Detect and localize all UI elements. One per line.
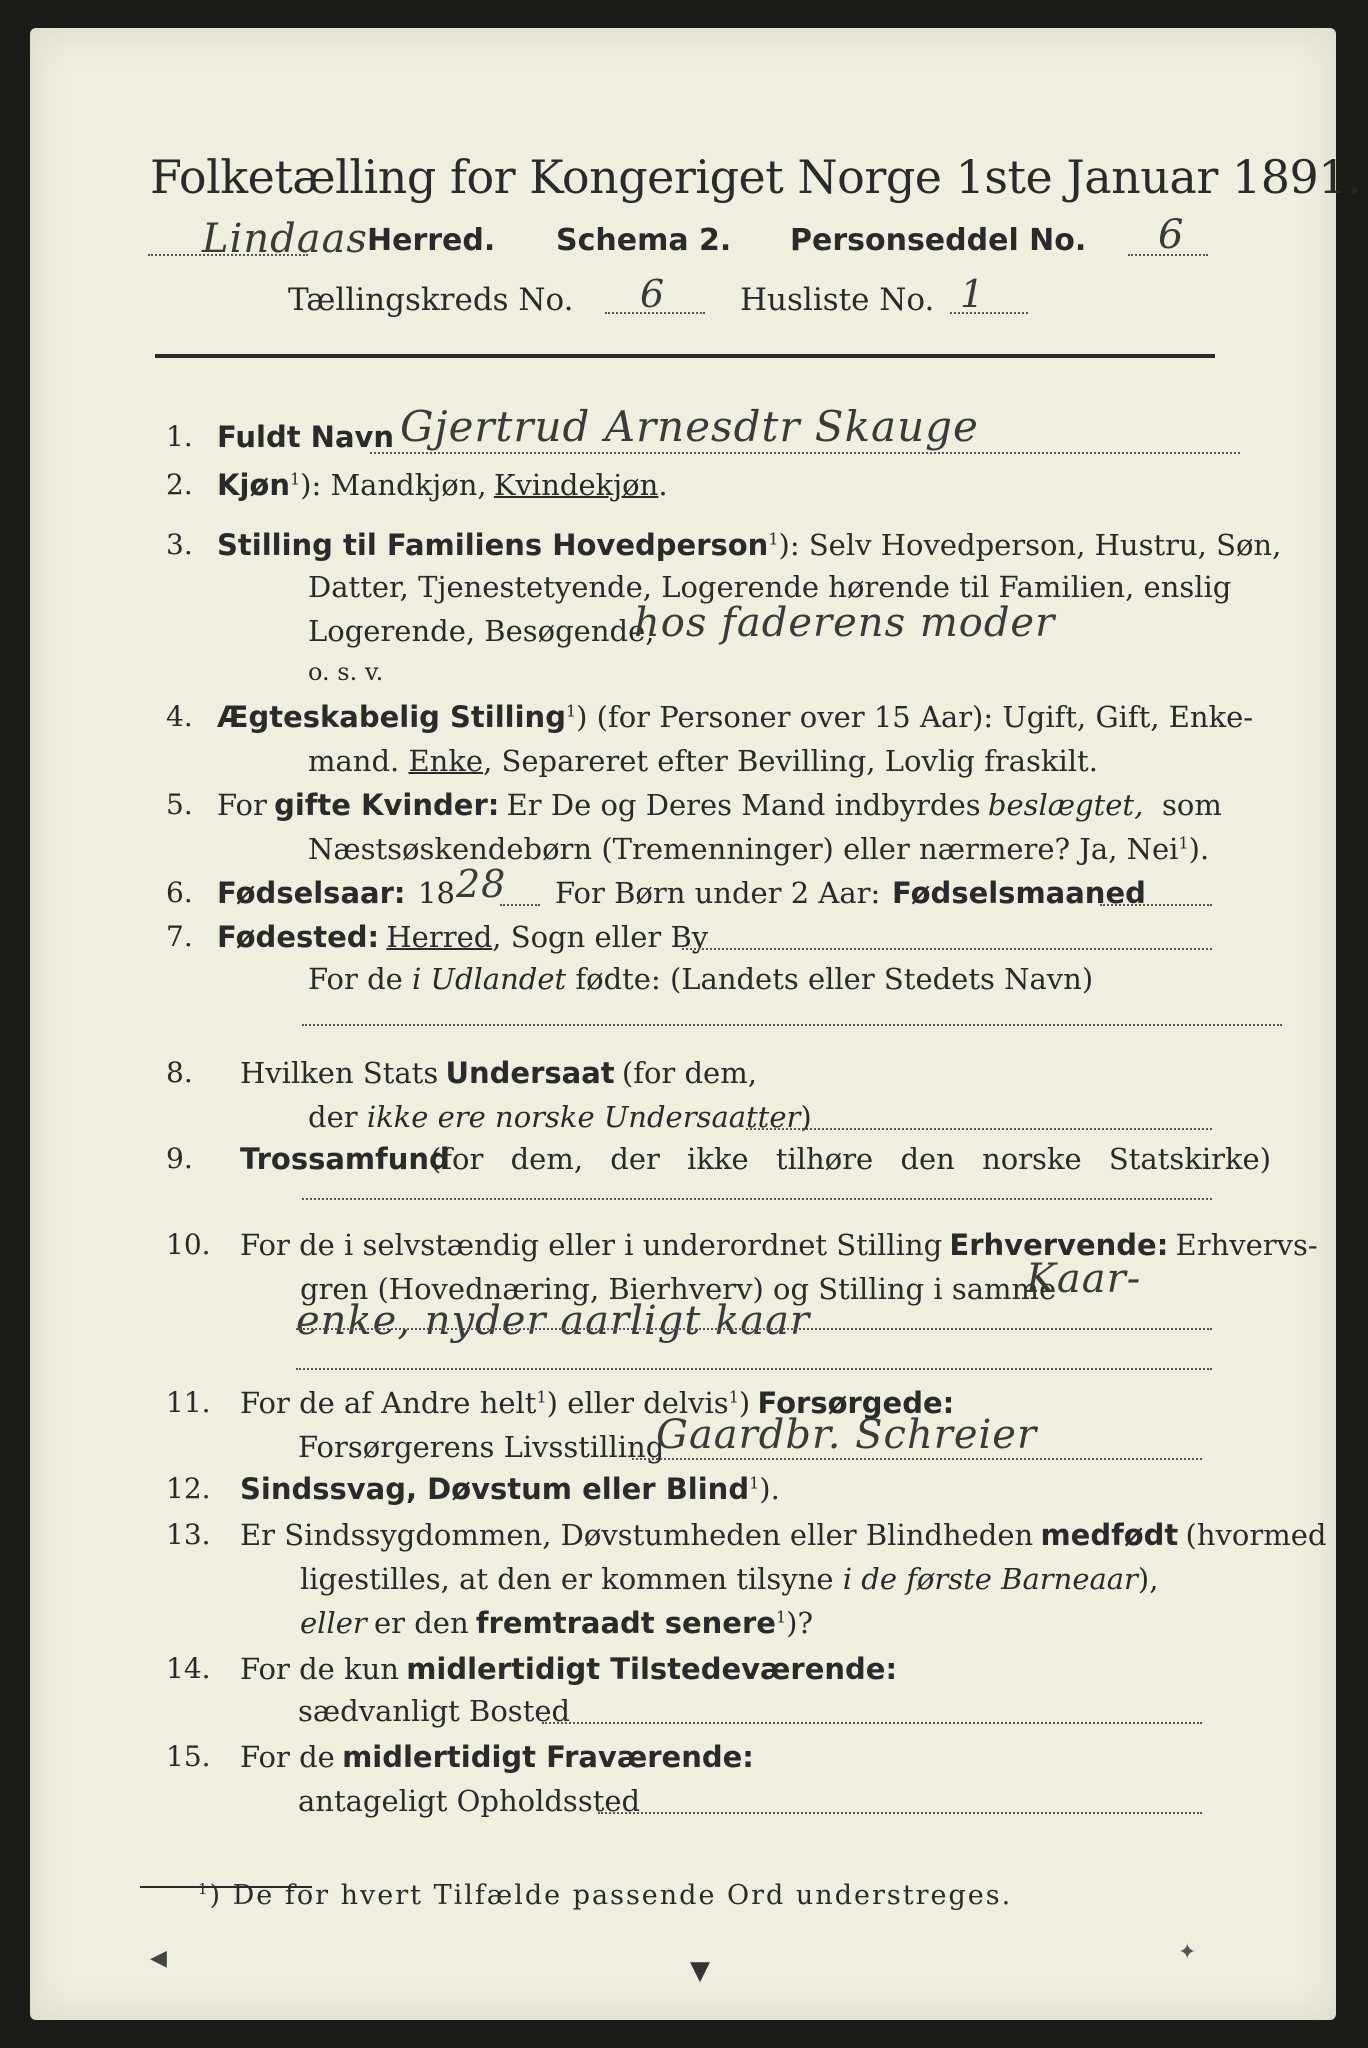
marital-line1 (217, 700, 1253, 735)
item-number: 14. (166, 1652, 211, 1685)
birthplace-line1 (217, 920, 708, 955)
full-name-answer: Gjertrud Arnesdtr Skauge (400, 402, 979, 451)
congenital-tail: (hvormed (1185, 1518, 1327, 1552)
birth-month-label: Fødselsmaaned (892, 876, 1146, 910)
citizenship-line1 (240, 1056, 757, 1091)
citizenship-text: (for dem, (621, 1056, 757, 1090)
birthplace-options: , Sogn eller By (492, 920, 709, 954)
family-position-line3: Logerende, Besøgende, (308, 614, 655, 648)
birthplace-abroad: Udlandet (430, 962, 567, 996)
item-number: 15. (166, 1740, 211, 1773)
citizenship-label: Undersaat (445, 1056, 615, 1090)
birthplace-label: Fødested: (217, 920, 380, 954)
congenital-line2 (300, 1562, 1158, 1596)
family-position-line1 (217, 528, 1281, 563)
item-number: 11. (166, 1386, 211, 1419)
marital-label: Ægteskabelig Stilling (217, 700, 566, 734)
item-number: 10. (166, 1228, 211, 1261)
full-name-label: Fuldt Navn (217, 420, 395, 454)
occupation-label: Erhvervende: (949, 1228, 1169, 1262)
birth-month-text: For Børn under 2 Aar: (555, 876, 881, 910)
family-position-options: ): Selv Hovedperson, Hustru, Søn, (778, 528, 1282, 562)
supporter-occupation-label: Forsørgerens Livsstilling (298, 1430, 665, 1464)
birthplace-herred-underlined: Herred (386, 920, 493, 954)
dotted-leader (500, 904, 540, 906)
husliste-number: 1 (960, 272, 986, 316)
married-women-line1 (217, 788, 1143, 823)
occupation-pre: For de i selvstændig eller i underordnet Stilling (240, 1228, 943, 1262)
printer-mark-right: ✦ (1178, 1940, 1197, 1965)
family-position-label: Stilling til Familiens Hovedperson (217, 528, 769, 562)
congenital-question: )? (786, 1606, 814, 1640)
citizenship-der: der (308, 1100, 358, 1134)
married-women-label: gifte Kvinder: (274, 788, 500, 822)
kreds-number: 6 (640, 272, 666, 316)
congenital-text: ligestilles, at den er kommen tilsyne (300, 1562, 834, 1596)
birthplace-for-de: For de (308, 962, 403, 996)
item-number: 13. (166, 1518, 211, 1551)
dotted-leader (682, 948, 1212, 950)
gender-line (217, 468, 668, 503)
birth-year-answer: 28 (456, 862, 507, 906)
footnote-ref: 1 (768, 529, 779, 549)
footnote-ref: 1 (1178, 833, 1189, 853)
family-position-line2: Datter, Tjenestetyende, Logerende hørende til Familien, enslig (308, 570, 1232, 604)
item-number: 3. (166, 528, 193, 561)
occupation-answer-1: Kaar- (1026, 1256, 1142, 1302)
family-position-answer: hos faderens moder (634, 600, 1056, 646)
congenital-eller: eller (300, 1606, 367, 1640)
married-women-som: som (1162, 788, 1222, 822)
citizenship-line2 (308, 1100, 812, 1134)
congenital-label: medfødt (1040, 1518, 1179, 1552)
form-title: Folketælling for Kongeriget Norge 1ste Januar 1891. (150, 150, 1362, 204)
census-form-paper (30, 28, 1362, 2020)
gender-text: ): Mandkjøn, (300, 468, 487, 502)
birth-year-prefix: 18 (418, 876, 455, 910)
dotted-leader (296, 1368, 1212, 1370)
gender-tail: . (658, 468, 668, 502)
temporary-absent-pre: For de (240, 1740, 335, 1774)
marital-options: ) (for Personer over 15 Aar): Ugift, Gift, Enke- (576, 700, 1254, 734)
printer-mark-center: ▼ (690, 1956, 710, 1986)
disability-line (240, 1472, 780, 1507)
congenital-er-den: er den (374, 1606, 469, 1640)
religion-label: Trossamfund (240, 1142, 450, 1176)
item-number: 1. (166, 420, 193, 453)
congenital-italic: i de første Barneaar (842, 1562, 1138, 1596)
footnote (198, 1880, 1012, 1911)
footnote-ref: 1 (289, 469, 301, 489)
marital-widow-underlined: Enke (408, 744, 484, 778)
married-women-pre: For (217, 788, 267, 822)
husliste-label: Husliste No. (740, 282, 935, 318)
occupation-line2: gren (Hovednæring, Bierhverv) og Stilling i samme (300, 1272, 1057, 1306)
dotted-leader (302, 1198, 1212, 1200)
dotted-leader (296, 1328, 1212, 1330)
disability-tail: ). (759, 1472, 780, 1506)
herred-handwritten: Lindaas (202, 216, 368, 262)
dotted-leader (542, 1722, 1202, 1724)
birthplace-line2 (308, 962, 1093, 996)
personseddel-label: Personseddel No. (790, 223, 1087, 258)
temporary-present-pre: For de kun (240, 1652, 399, 1686)
married-women-line2 (308, 832, 1209, 866)
family-position-osv: o. s. v. (308, 658, 384, 686)
kreds-label: Tællingskreds No. (288, 282, 574, 318)
footnote-ref: 1 (749, 1473, 760, 1493)
dotted-leader (632, 1458, 1202, 1460)
birthplace-abroad-text: fødte: (Landets eller Stedets Navn) (575, 962, 1094, 996)
item-number: 12. (166, 1472, 211, 1505)
item-number: 4. (166, 700, 193, 733)
footnote-ref: 1 (536, 1387, 547, 1407)
occupation-tail: Erhvervs- (1175, 1228, 1318, 1262)
marital-line2 (308, 744, 1098, 778)
supporter-occupation-answer: Gaardbr. Schreier (656, 1412, 1038, 1458)
footnote-ref: 1 (775, 1607, 787, 1627)
dotted-leader (598, 1812, 1202, 1814)
temporary-present-label: midlertidigt Tilstedeværende: (406, 1652, 898, 1686)
birthplace-i: i (412, 962, 422, 996)
item-number: 6. (166, 876, 193, 909)
occupation-line1 (240, 1228, 1318, 1263)
personseddel-number: 6 (1158, 212, 1185, 258)
item-number: 9. (166, 1142, 193, 1175)
gender-label: Kjøn (217, 468, 290, 502)
congenital-line1 (240, 1518, 1326, 1553)
birth-year-label: Fødselsaar: (217, 876, 406, 910)
married-women-tail: ). (1188, 832, 1210, 866)
dotted-leader (302, 1024, 1282, 1026)
citizenship-italic: ikke ere norske Undersaatter (366, 1100, 801, 1134)
item-number: 5. (166, 788, 193, 821)
dotted-leader (370, 452, 1240, 454)
married-women-italic: beslægtet, (987, 788, 1144, 822)
occupation-answer-2: enke, nyder aarligt kaar (296, 1298, 811, 1344)
religion-text: (for dem, der ikke tilhøre den norske Statskirke) (430, 1142, 1272, 1176)
printer-mark-left: ◀ (150, 1946, 167, 1971)
temporary-present-line1 (240, 1652, 897, 1687)
schema-label: Schema 2. (556, 223, 732, 258)
citizenship-paren: ) (800, 1100, 812, 1134)
supported-partly: ) eller delvis (546, 1386, 729, 1420)
congenital-later-label: fremtraadt senere (475, 1606, 776, 1640)
temporary-absent-label: midlertidigt Fraværende: (342, 1740, 754, 1774)
footnote-ref: 1 (565, 701, 577, 721)
dotted-leader (1100, 904, 1212, 906)
footnote-text: ) De for hvert Tilfælde passende Ord understreges. (209, 1880, 1013, 1911)
supported-paren: ) (738, 1386, 751, 1420)
married-women-text: Er De og Deres Mand indbyrdes (506, 788, 981, 822)
dotted-leader (746, 1128, 1212, 1130)
citizenship-pre: Hvilken Stats (240, 1056, 439, 1090)
temporary-absent-line1 (240, 1740, 754, 1775)
congenital-text-tail: ), (1137, 1562, 1159, 1596)
item-number: 8. (166, 1056, 193, 1089)
herred-label: Herred. (367, 223, 496, 258)
usual-residence-label: sædvanligt Bosted (298, 1694, 571, 1728)
footnote-mark: 1 (198, 1880, 210, 1898)
supported-label: Forsørgede: (757, 1386, 955, 1420)
disability-label: Sindssvag, Døvstum eller Blind (240, 1472, 750, 1506)
gender-female-underlined: Kvindekjøn (493, 468, 659, 502)
presumed-residence-label: antageligt Opholdssted (298, 1784, 641, 1818)
item-number: 2. (166, 468, 193, 501)
congenital-pre: Er Sindssygdommen, Døvstumheden eller Blindheden (240, 1518, 1034, 1552)
congenital-line3 (300, 1606, 813, 1641)
supported-pre: For de af Andre helt (240, 1386, 537, 1420)
item-number: 7. (166, 920, 193, 953)
footnote-ref: 1 (728, 1387, 739, 1407)
marital-text-tail: , Separeret efter Bevilling, Lovlig fraskilt. (483, 744, 1098, 778)
marital-text: mand. (308, 744, 400, 778)
header-rule (155, 354, 1215, 358)
married-women-question: Næstsøskendebørn (Tremenninger) eller nærmere? Ja, Nei (308, 832, 1179, 866)
